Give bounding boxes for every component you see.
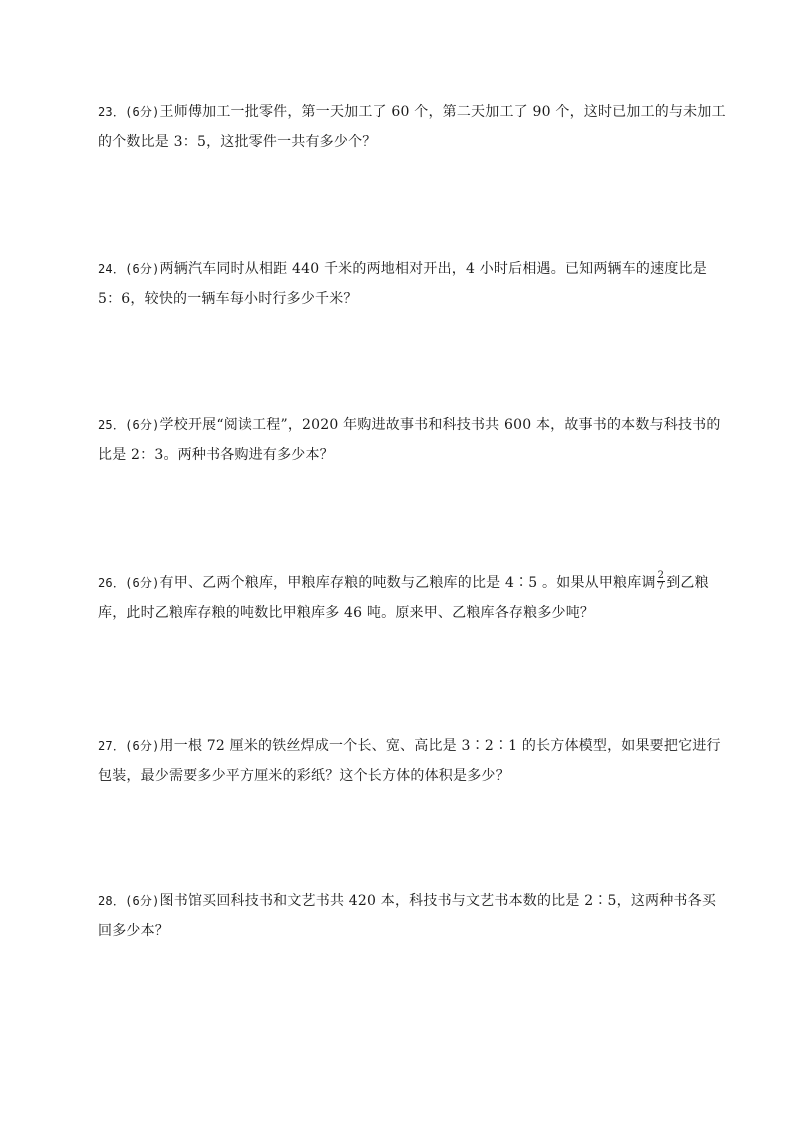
- question-number: 23．: [98, 105, 126, 119]
- question-28: [98, 886, 726, 946]
- fraction: [657, 571, 666, 592]
- question-26: [98, 568, 726, 628]
- question-text: 王师傅加工一批零件，第一天加工了 60 个，第二天加工了 90 个，这时已加工的与未加工的个数比是 3：5，这批零件一共有多少个？: [98, 104, 726, 150]
- question-text: 用一根 72 厘米的铁丝焊成一个长、宽、高比是 3∶2∶1 的长方体模型，如果要把它进行包装，最少需要多少平方厘米的彩纸？这个长方体的体积是多少？: [98, 738, 721, 784]
- question-number: 26．: [98, 576, 126, 590]
- question-23: [98, 97, 726, 157]
- question-text-continued: 到乙粮库，此时乙粮库存粮的吨数比甲粮库多 46 吨。原来甲、乙粮库各存粮多少吨？: [98, 575, 709, 621]
- question-score: (6分): [125, 105, 160, 119]
- question-text: 有甲、乙两个粮库，甲粮库存粮的吨数与乙粮库的比是 4∶5 。如果从甲粮库调: [159, 575, 656, 591]
- question-score: (6分): [125, 739, 160, 753]
- question-text: 学校开展“阅读工程”，2020 年购进故事书和科技书共 600 本，故事书的本数与科技书的比是 2：3。两种书各购进有多少本？: [98, 417, 721, 463]
- question-text: 两辆汽车同时从相距 440 千米的两地相对开出，4 小时后相遇。已知两辆车的速度比是 5：6，较快的一辆车每小时行多少千米？: [98, 261, 707, 307]
- question-24: [98, 254, 726, 314]
- question-number: 25．: [98, 418, 126, 432]
- fraction-denominator: 7: [657, 580, 665, 592]
- question-score: (6分): [125, 418, 160, 432]
- question-27: [98, 731, 726, 791]
- question-score: (6分): [125, 576, 160, 590]
- fraction-numerator: 2: [657, 569, 665, 581]
- question-text: 图书馆买回科技书和文艺书共 420 本，科技书与文艺书本数的比是 2∶5，这两种书各买回多少本？: [98, 893, 717, 939]
- question-number: 28．: [98, 894, 126, 908]
- question-number: 24．: [98, 262, 126, 276]
- question-25: [98, 410, 726, 470]
- question-number: 27．: [98, 739, 126, 753]
- question-score: (6分): [125, 262, 160, 276]
- question-score: (6分): [125, 894, 160, 908]
